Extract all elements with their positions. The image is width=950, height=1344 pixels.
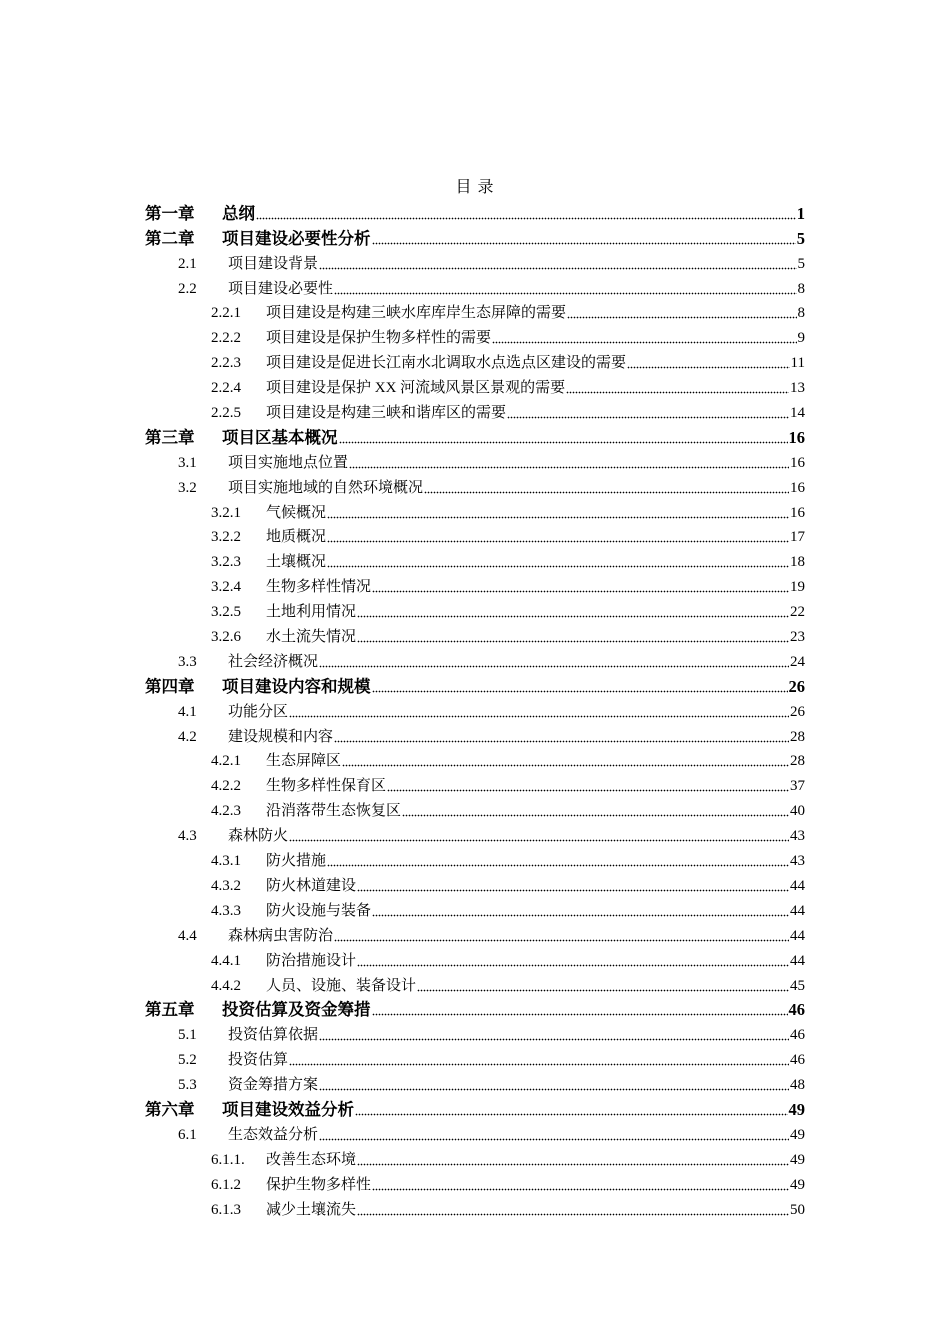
toc-entry-title: 减少土壤流失 — [266, 1201, 357, 1218]
toc-entry[interactable] — [0, 596, 805, 621]
toc-entry[interactable] — [0, 770, 805, 795]
toc-entry-page: 24 — [790, 653, 805, 670]
toc-entry-title: 气候概况 — [266, 504, 327, 521]
dot-leader — [357, 1202, 789, 1216]
dot-leader — [327, 554, 789, 568]
toc-entry-title: 防火设施与装备 — [266, 902, 372, 919]
toc-entry-number: 5.2 — [178, 1052, 197, 1069]
toc-entry[interactable] — [0, 970, 805, 995]
toc-entry-page: 17 — [790, 529, 805, 546]
toc-entry-page: 49 — [790, 1151, 805, 1168]
toc-entry[interactable] — [0, 1144, 805, 1169]
toc-entry-number: 5.3 — [178, 1077, 197, 1094]
toc-entry-title: 生态效益分析 — [228, 1126, 319, 1143]
toc-entry-page: 46 — [788, 1000, 805, 1020]
toc-entry-number: 2.2 — [178, 280, 197, 297]
dot-leader — [372, 1177, 789, 1191]
dot-leader — [357, 604, 789, 618]
toc-entry-page: 5 — [796, 228, 805, 248]
toc-entry-number: 4.3.1 — [211, 853, 241, 870]
dot-leader — [289, 1052, 789, 1066]
toc-entry-title: 防火措施 — [266, 853, 327, 870]
toc-entry-title: 防火林道建设 — [266, 877, 357, 894]
toc-entry-page: 16 — [790, 479, 805, 496]
toc-entry-title: 土地利用情况 — [266, 604, 357, 621]
toc-entry-number: 5.1 — [178, 1027, 197, 1044]
toc-entry[interactable] — [0, 372, 805, 397]
toc-entry-number: 4.4 — [178, 927, 197, 944]
toc-title: 目 录 — [455, 179, 495, 196]
toc-entry-title: 项目建设必要性 — [228, 280, 334, 297]
toc-entry-page: 50 — [790, 1201, 805, 1218]
toc-entry-page: 8 — [797, 280, 805, 297]
dot-leader — [387, 778, 789, 792]
dot-leader — [372, 579, 789, 593]
toc-entry-page: 43 — [790, 828, 805, 845]
table-of-contents — [0, 198, 950, 1219]
dot-leader — [334, 281, 796, 295]
toc-entry-title: 投资估算及资金筹措 — [222, 1000, 371, 1020]
toc-entry-page: 49 — [788, 1099, 805, 1119]
toc-entry-number: 第六章 — [145, 1099, 195, 1119]
toc-entry[interactable] — [0, 646, 805, 671]
toc-entry-title: 改善生态环境 — [266, 1151, 357, 1168]
toc-entry[interactable] — [0, 621, 805, 646]
toc-entry-title: 总纲 — [222, 203, 255, 223]
toc-entry-page: 18 — [790, 554, 805, 571]
dot-leader — [319, 1077, 789, 1091]
dot-leader — [256, 206, 796, 220]
toc-entry-page: 8 — [797, 305, 805, 322]
dot-leader — [319, 654, 789, 668]
toc-entry-title: 项目建设是构建三峡水库库岸生态屏障的需要 — [266, 305, 567, 322]
toc-entry-number: 2.1 — [178, 255, 197, 272]
toc-entry[interactable] — [0, 746, 805, 771]
toc-entry-page: 43 — [790, 853, 805, 870]
dot-leader — [334, 928, 789, 942]
dot-leader — [357, 629, 789, 643]
toc-entry-page: 11 — [790, 355, 805, 372]
dot-leader — [627, 355, 790, 369]
toc-entry-title: 资金筹措方案 — [228, 1077, 319, 1094]
toc-entry[interactable] — [0, 571, 805, 596]
dot-leader — [327, 853, 789, 867]
toc-entry-number: 3.2.2 — [211, 529, 241, 546]
toc-entry-number: 4.1 — [178, 703, 197, 720]
toc-entry-number: 3.1 — [178, 454, 197, 471]
toc-entry-title: 项目建设必要性分析 — [222, 228, 371, 248]
toc-entry[interactable] — [0, 1044, 805, 1069]
dot-leader — [355, 1102, 788, 1116]
toc-entry-title: 地质概况 — [266, 529, 327, 546]
dot-leader — [566, 380, 789, 394]
toc-entry-page: 19 — [790, 579, 805, 596]
dot-leader — [327, 529, 789, 543]
toc-entry[interactable] — [0, 870, 805, 895]
toc-entry-page: 44 — [790, 902, 805, 919]
toc-entry[interactable] — [0, 895, 805, 920]
dot-leader — [372, 1002, 788, 1016]
toc-entry-page: 26 — [788, 676, 805, 696]
toc-entry[interactable] — [0, 1069, 805, 1094]
toc-entry-title: 项目建设内容和规模 — [222, 676, 371, 696]
dot-leader — [289, 828, 789, 842]
toc-entry-number: 3.3 — [178, 653, 197, 670]
toc-entry-title: 项目建设是促进长江南水北调取水点选点区建设的需要 — [266, 355, 627, 372]
toc-entry[interactable] — [0, 298, 805, 323]
toc-entry-page: 9 — [797, 330, 805, 347]
toc-entry[interactable] — [0, 1194, 805, 1219]
toc-entry-number: 第二章 — [145, 228, 195, 248]
toc-entry-page: 16 — [790, 504, 805, 521]
toc-entry-number: 3.2.1 — [211, 504, 241, 521]
toc-entry-number: 4.2.1 — [211, 753, 241, 770]
toc-entry[interactable] — [0, 696, 805, 721]
toc-entry[interactable] — [0, 721, 805, 746]
toc-entry-number: 2.2.4 — [211, 380, 241, 397]
toc-entry-title: 保护生物多样性 — [266, 1176, 372, 1193]
toc-entry[interactable] — [0, 920, 805, 945]
toc-entry-number: 4.3.3 — [211, 902, 241, 919]
toc-entry-number: 6.1 — [178, 1126, 197, 1143]
toc-entry-number: 6.1.1. — [211, 1151, 245, 1168]
toc-entry[interactable] — [0, 497, 805, 522]
toc-entry[interactable] — [0, 1019, 805, 1044]
toc-entry-number: 第一章 — [145, 203, 195, 223]
toc-entry[interactable] — [0, 422, 805, 447]
toc-entry[interactable] — [0, 447, 805, 472]
toc-entry-number: 3.2.3 — [211, 554, 241, 571]
toc-entry[interactable] — [0, 945, 805, 970]
toc-entry-number: 第五章 — [145, 1000, 195, 1020]
dot-leader — [342, 753, 789, 767]
toc-entry-page: 46 — [790, 1052, 805, 1069]
toc-entry-title: 土壤概况 — [266, 554, 327, 571]
toc-entry-page: 37 — [790, 778, 805, 795]
toc-entry-page: 22 — [790, 604, 805, 621]
toc-entry-number: 4.3 — [178, 828, 197, 845]
dot-leader — [507, 405, 789, 419]
dot-leader — [372, 679, 788, 693]
toc-entry-number: 4.2.3 — [211, 803, 241, 820]
toc-entry-title: 建设规模和内容 — [228, 728, 334, 745]
toc-entry[interactable] — [0, 223, 805, 248]
dot-leader — [319, 1027, 789, 1041]
dot-leader — [417, 978, 789, 992]
toc-entry[interactable] — [0, 522, 805, 547]
toc-entry[interactable] — [0, 1119, 805, 1144]
toc-entry-page: 16 — [788, 427, 805, 447]
toc-entry-title: 森林病虫害防治 — [228, 927, 334, 944]
toc-entry-title: 项目实施地域的自然环境概况 — [228, 479, 424, 496]
dot-leader — [357, 953, 789, 967]
dot-leader — [567, 305, 796, 319]
toc-entry-title: 防治措施设计 — [266, 952, 357, 969]
toc-entry-page: 44 — [790, 952, 805, 969]
toc-entry-title: 水土流失情况 — [266, 629, 357, 646]
toc-entry[interactable] — [0, 198, 805, 223]
toc-entry-title: 投资估算 — [228, 1052, 289, 1069]
dot-leader — [319, 256, 796, 270]
toc-entry-page: 44 — [790, 877, 805, 894]
toc-entry-page: 45 — [790, 977, 805, 994]
toc-entry[interactable] — [0, 397, 805, 422]
toc-entry-title: 生物多样性情况 — [266, 579, 372, 596]
toc-entry-page: 49 — [790, 1176, 805, 1193]
toc-entry[interactable] — [0, 820, 805, 845]
toc-entry-page: 14 — [790, 405, 805, 422]
toc-entry-title: 生物多样性保育区 — [266, 778, 387, 795]
toc-entry-page: 1 — [796, 203, 805, 223]
dot-leader — [289, 704, 789, 718]
toc-entry[interactable] — [0, 347, 805, 372]
toc-entry-title: 项目建设效益分析 — [222, 1099, 354, 1119]
toc-entry-page: 49 — [790, 1126, 805, 1143]
toc-entry[interactable] — [0, 671, 805, 696]
toc-entry-page: 23 — [790, 629, 805, 646]
dot-leader — [372, 231, 796, 245]
toc-entry-title: 社会经济概况 — [228, 653, 319, 670]
toc-entry-title: 项目建设是保护生物多样性的需要 — [266, 330, 492, 347]
dot-leader — [349, 455, 789, 469]
toc-entry[interactable] — [0, 1094, 805, 1119]
dot-leader — [327, 505, 789, 519]
toc-entry[interactable] — [0, 322, 805, 347]
toc-entry-title: 人员、设施、装备设计 — [266, 977, 417, 994]
dot-leader — [402, 803, 789, 817]
toc-entry-page: 5 — [797, 255, 805, 272]
toc-entry-page: 28 — [790, 728, 805, 745]
dot-leader — [334, 729, 789, 743]
toc-entry-title: 生态屏障区 — [266, 753, 342, 770]
dot-leader — [492, 330, 796, 344]
toc-entry-title: 项目区基本概况 — [222, 427, 338, 447]
toc-entry-number: 2.2.2 — [211, 330, 241, 347]
toc-entry-page: 26 — [790, 703, 805, 720]
toc-entry-number: 3.2 — [178, 479, 197, 496]
toc-entry[interactable] — [0, 795, 805, 820]
toc-entry-number: 2.2.1 — [211, 305, 241, 322]
toc-entry[interactable] — [0, 546, 805, 571]
toc-entry-title: 项目建设是构建三峡和谐库区的需要 — [266, 405, 507, 422]
toc-entry-number: 4.2.2 — [211, 778, 241, 795]
toc-entry-title: 森林防火 — [228, 828, 289, 845]
toc-entry-number: 4.4.2 — [211, 977, 241, 994]
toc-entry-number: 6.1.3 — [211, 1201, 241, 1218]
toc-entry-page: 28 — [790, 753, 805, 770]
toc-entry-number: 2.2.3 — [211, 355, 241, 372]
toc-entry-title: 项目实施地点位置 — [228, 454, 349, 471]
toc-entry[interactable] — [0, 995, 805, 1020]
toc-entry-title: 投资估算依据 — [228, 1027, 319, 1044]
dot-leader — [424, 480, 789, 494]
toc-entry-number: 3.2.6 — [211, 629, 241, 646]
toc-entry-page: 40 — [790, 803, 805, 820]
toc-entry-number: 4.3.2 — [211, 877, 241, 894]
dot-leader — [319, 1127, 789, 1141]
toc-entry-page: 48 — [790, 1077, 805, 1094]
dot-leader — [339, 430, 788, 444]
dot-leader — [357, 1152, 789, 1166]
toc-entry[interactable] — [0, 472, 805, 497]
toc-entry-number: 第三章 — [145, 427, 195, 447]
toc-entry-number: 2.2.5 — [211, 405, 241, 422]
toc-entry-page: 44 — [790, 927, 805, 944]
dot-leader — [357, 878, 789, 892]
toc-entry-page: 16 — [790, 454, 805, 471]
toc-entry-number: 4.2 — [178, 728, 197, 745]
toc-entry-number: 3.2.5 — [211, 604, 241, 621]
toc-entry-title: 功能分区 — [228, 703, 289, 720]
toc-entry-number: 第四章 — [145, 676, 195, 696]
toc-entry-number: 6.1.2 — [211, 1176, 241, 1193]
toc-entry-title: 沿消落带生态恢复区 — [266, 803, 402, 820]
dot-leader — [372, 903, 789, 917]
toc-entry-page: 46 — [790, 1027, 805, 1044]
toc-entry-number: 4.4.1 — [211, 952, 241, 969]
toc-entry[interactable] — [0, 845, 805, 870]
toc-entry-title: 项目建设是保护 XX 河流域风景区景观的需要 — [266, 380, 566, 397]
toc-entry-page: 13 — [790, 380, 805, 397]
toc-entry[interactable] — [0, 273, 805, 298]
toc-entry-number: 3.2.4 — [211, 579, 241, 596]
toc-entry[interactable] — [0, 1169, 805, 1194]
toc-entry-title: 项目建设背景 — [228, 255, 319, 272]
toc-entry[interactable] — [0, 248, 805, 273]
